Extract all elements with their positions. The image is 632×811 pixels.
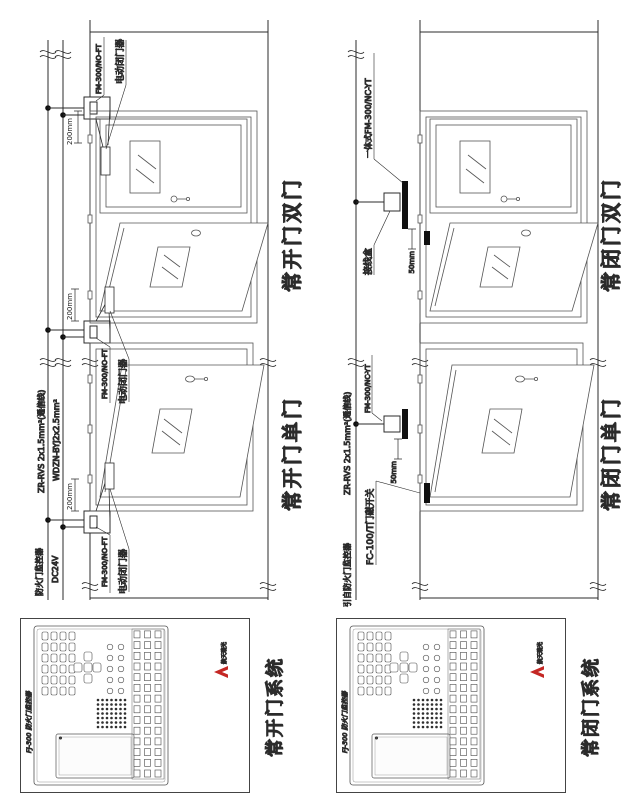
signal-wire-label: ZR-RVS 2x1.5mm²(通信线) (37, 389, 46, 493)
open-system-panel (21, 619, 250, 793)
dim-200mm-double-right: 200mm (66, 118, 74, 145)
closer-name-single: 电动闭门器 (119, 549, 129, 595)
panel-model-open: FJ-300 防火门监控器 (25, 691, 33, 753)
caption-open-double: 常开门双门 (280, 177, 304, 292)
caption-closed-single: 常闭门单门 (599, 396, 623, 511)
junction-boxes (384, 193, 400, 432)
closed-double-door (418, 111, 598, 323)
brand-text-closed: 航天瑞光 (538, 641, 544, 664)
closer-leaders (96, 37, 129, 593)
power-label: DC24V (51, 555, 60, 583)
caption-open-single: 常开门单门 (280, 396, 304, 511)
mag-switches (424, 231, 430, 503)
closer-model-double-right: FM-300/NO-FT (95, 44, 103, 94)
closed-system-row (337, 20, 624, 793)
closer-name-double-right: 电动闭门器 (116, 38, 126, 84)
power-wire-label: WDZN-BYJ2x2.5mm² (52, 399, 61, 481)
integrated-closer-bars (402, 181, 408, 439)
open-double-door (88, 111, 268, 323)
closed-single-door (418, 343, 594, 511)
mag-switch-label: FC-100/T门磁开关 (366, 488, 376, 565)
dim-200mm-single: 200mm (66, 483, 74, 510)
dim-50mm-double: 50mm (408, 251, 416, 274)
closer-name-double-left: 电动闭门器 (119, 359, 129, 405)
open-system-row (21, 20, 305, 793)
closer-model-double-left: FM-300/NO-FT (101, 349, 109, 399)
dim-50mm-single: 50mm (390, 461, 398, 484)
integrated-model-label: 一体式FM-300/NC-YT (364, 78, 373, 158)
panel-model-closed: FJ-300 防火门监控器 (341, 691, 349, 753)
caption-closed-double: 常闭门双门 (599, 177, 623, 292)
source-label: 引自防火门监控器 (343, 543, 352, 607)
closed-system-title: 常闭门系统 (581, 657, 602, 757)
closer-model-single: FM-300/NO-FT (101, 537, 109, 587)
signal-wire-label: ZR-RVS 2x1.5mm²(通信线) (343, 391, 352, 495)
device-model-label: FM-300/NC-YT (364, 364, 372, 413)
dim-200mm-double-left: 200mm (66, 293, 74, 320)
open-single-door (88, 343, 264, 511)
closed-system-panel (337, 619, 566, 793)
open-system-title: 常开门系统 (265, 657, 286, 757)
junction-box-label: 接线盒 (364, 247, 374, 275)
brand-text-open: 航天瑞光 (222, 641, 228, 664)
monitor-label: 防火门监控器 (35, 548, 44, 596)
device-leaders (372, 53, 420, 565)
